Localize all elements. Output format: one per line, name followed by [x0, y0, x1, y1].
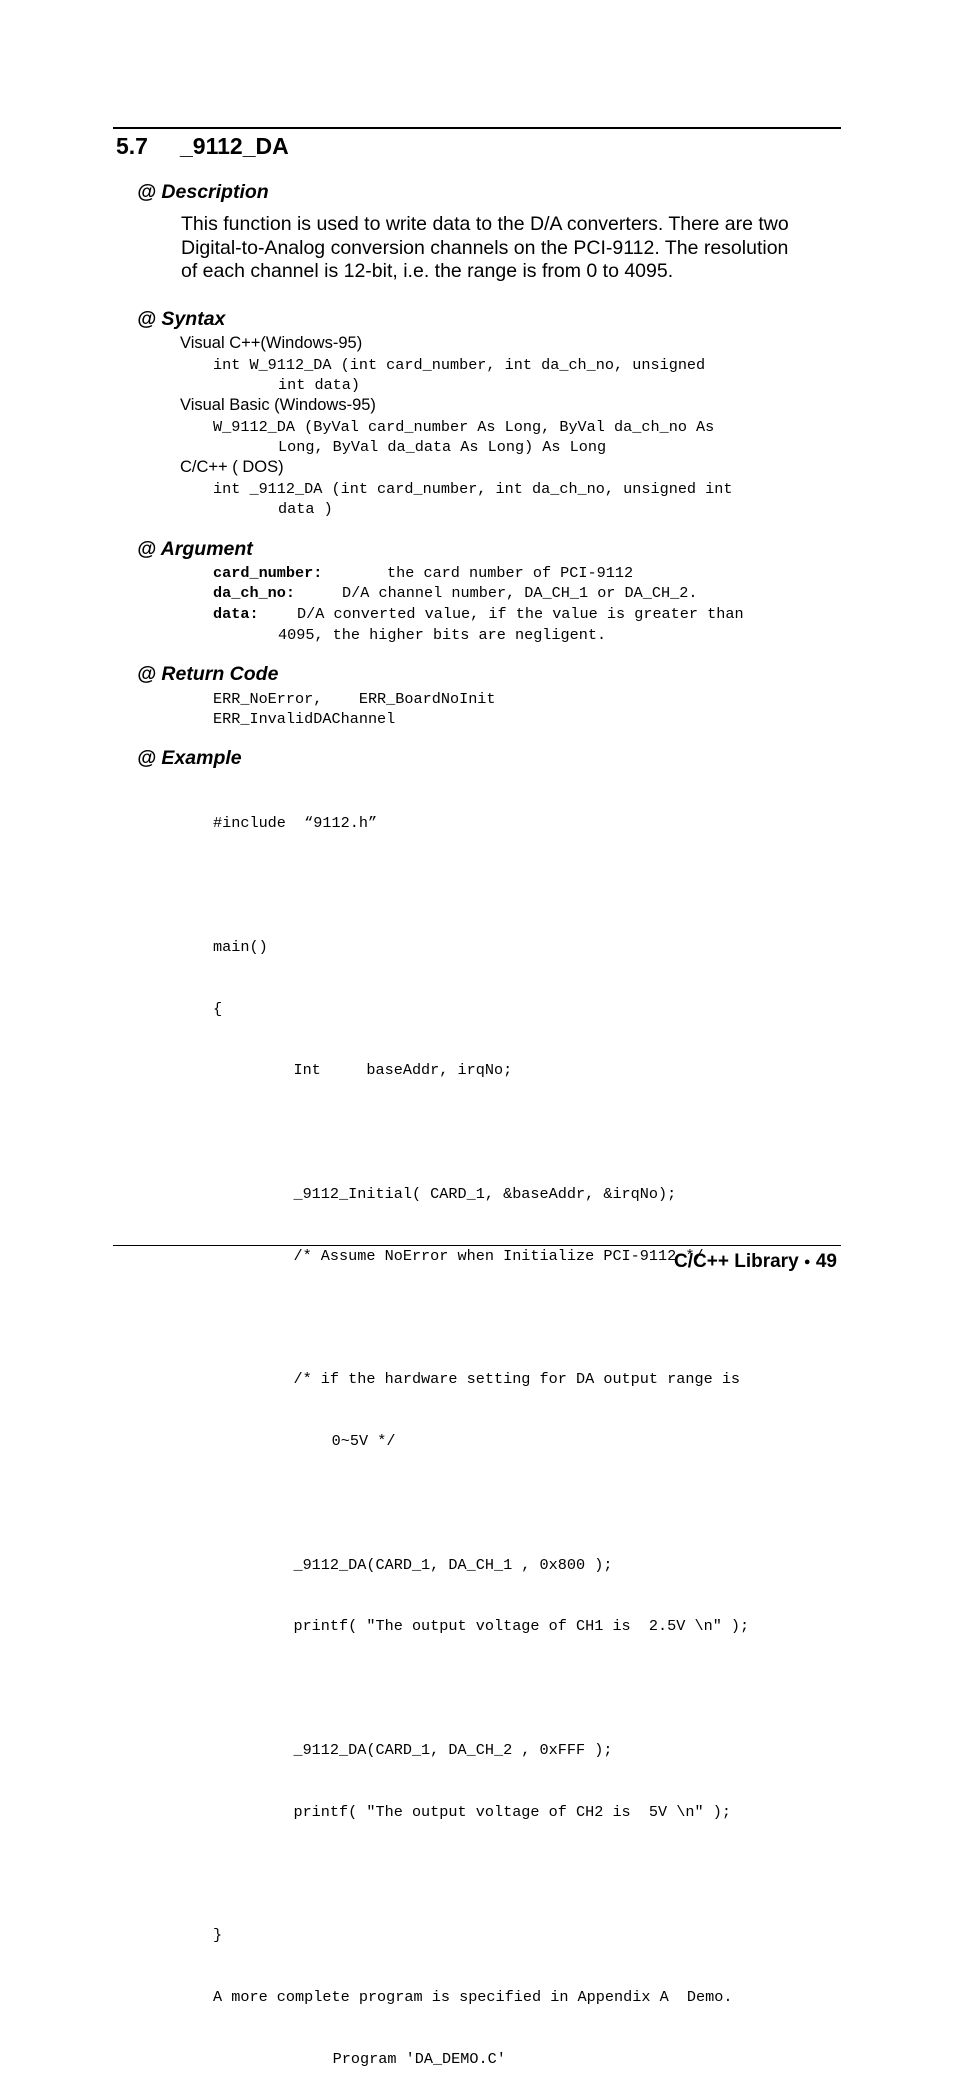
code-line: 0~5V */ — [277, 1432, 396, 1450]
code-line — [213, 1122, 749, 1143]
code-line — [213, 1493, 749, 1514]
syntax-dos-label: C/C++ ( DOS) — [180, 458, 284, 476]
code-line — [213, 1863, 749, 1884]
argument-desc-da-ch-no: D/A channel number, DA_CH_1 or DA_CH_2. — [342, 584, 698, 602]
example-code-block — [213, 772, 749, 2090]
code-line: /* Assume NoError when Initialize PCI-9112 */ — [257, 1246, 704, 1265]
code-line — [213, 1307, 749, 1328]
syntax-heading: @ Syntax — [137, 308, 226, 330]
argument-desc-data-cont: 4095, the higher bits are negligent. — [278, 626, 607, 644]
code-line: printf( "The output voltage of CH2 is 5V \n" ); — [257, 1802, 731, 1821]
code-line: { — [213, 999, 223, 1018]
code-line: } — [213, 1926, 223, 1945]
return-code-line: ERR_InvalidDAChannel — [213, 710, 396, 728]
argument-desc-data: D/A converted value, if the value is greater than — [297, 605, 744, 623]
code-line: _9112_Initial( CARD_1, &baseAddr, &irqNo); — [257, 1184, 677, 1203]
footer-text: C/C++ Library — [674, 1251, 799, 1272]
syntax-dos-line-cont: data ) — [278, 500, 333, 518]
syntax-vc-line-cont: int data) — [278, 376, 361, 394]
return-code-heading: @ Return Code — [137, 663, 279, 685]
description-paragraph — [181, 213, 837, 284]
code-line: _9112_DA(CARD_1, DA_CH_2 , 0xFFF ); — [257, 1740, 613, 1759]
argument-name-data: data: — [213, 605, 259, 623]
description-line: of each channel is 12-bit, i.e. the range is from 0 to 4095. — [181, 260, 674, 282]
section-title: _9112_DA — [180, 133, 289, 159]
code-line: printf( "The output voltage of CH1 is 2.5V \n" ); — [257, 1617, 750, 1636]
argument-name-da-ch-no: da_ch_no: — [213, 584, 296, 602]
argument-desc-card-number: the card number of PCI-9112 — [387, 564, 634, 582]
syntax-vb-line-cont: Long, ByVal da_data As Long) As Long — [278, 438, 607, 456]
description-heading: @ Description — [137, 181, 269, 203]
description-line: Digital-to-Analog conversion channels on the PCI-9112. The resolution — [181, 236, 789, 259]
syntax-vb-line: W_9112_DA (ByVal card_number As Long, ByVal da_ch_no As — [213, 418, 715, 436]
syntax-dos-line: int _9112_DA (int card_number, int da_ch_no, unsigned int — [213, 480, 733, 498]
section-number: 5.7 — [116, 133, 148, 159]
code-line: /* if the hardware setting for DA output range is — [257, 1370, 741, 1389]
description-line: This function is used to write data to the D/A converters. There are two — [181, 213, 789, 235]
code-line: #include “9112.h” — [213, 814, 378, 833]
example-heading: @ Example — [137, 747, 242, 769]
page-number: 49 — [815, 1251, 837, 1272]
top-rule — [113, 127, 841, 129]
return-code-line: ERR_NoError, ERR_BoardNoInit — [213, 690, 496, 708]
syntax-vc-label: Visual C++(Windows-95) — [180, 334, 363, 352]
argument-heading: @ Argument — [137, 538, 253, 560]
footer-bullet: ● — [803, 1256, 811, 1268]
code-line: main() — [213, 937, 268, 956]
syntax-vb-label: Visual Basic (Windows-95) — [180, 396, 376, 414]
bottom-rule — [113, 1245, 841, 1246]
code-line: Int baseAddr, irqNo; — [257, 1061, 513, 1080]
syntax-vc-line: int W_9112_DA (int card_number, int da_ch_no, unsigned — [213, 356, 706, 374]
code-line — [213, 875, 749, 896]
code-line: A more complete program is specified in Appendix A Demo. — [213, 1988, 733, 2007]
code-line — [213, 1678, 749, 1699]
page-footer — [674, 1251, 837, 1273]
code-line: Program 'DA_DEMO.C' — [278, 2049, 506, 2068]
argument-name-card-number: card_number: — [213, 564, 323, 582]
code-line: _9112_DA(CARD_1, DA_CH_1 , 0x800 ); — [257, 1555, 613, 1574]
